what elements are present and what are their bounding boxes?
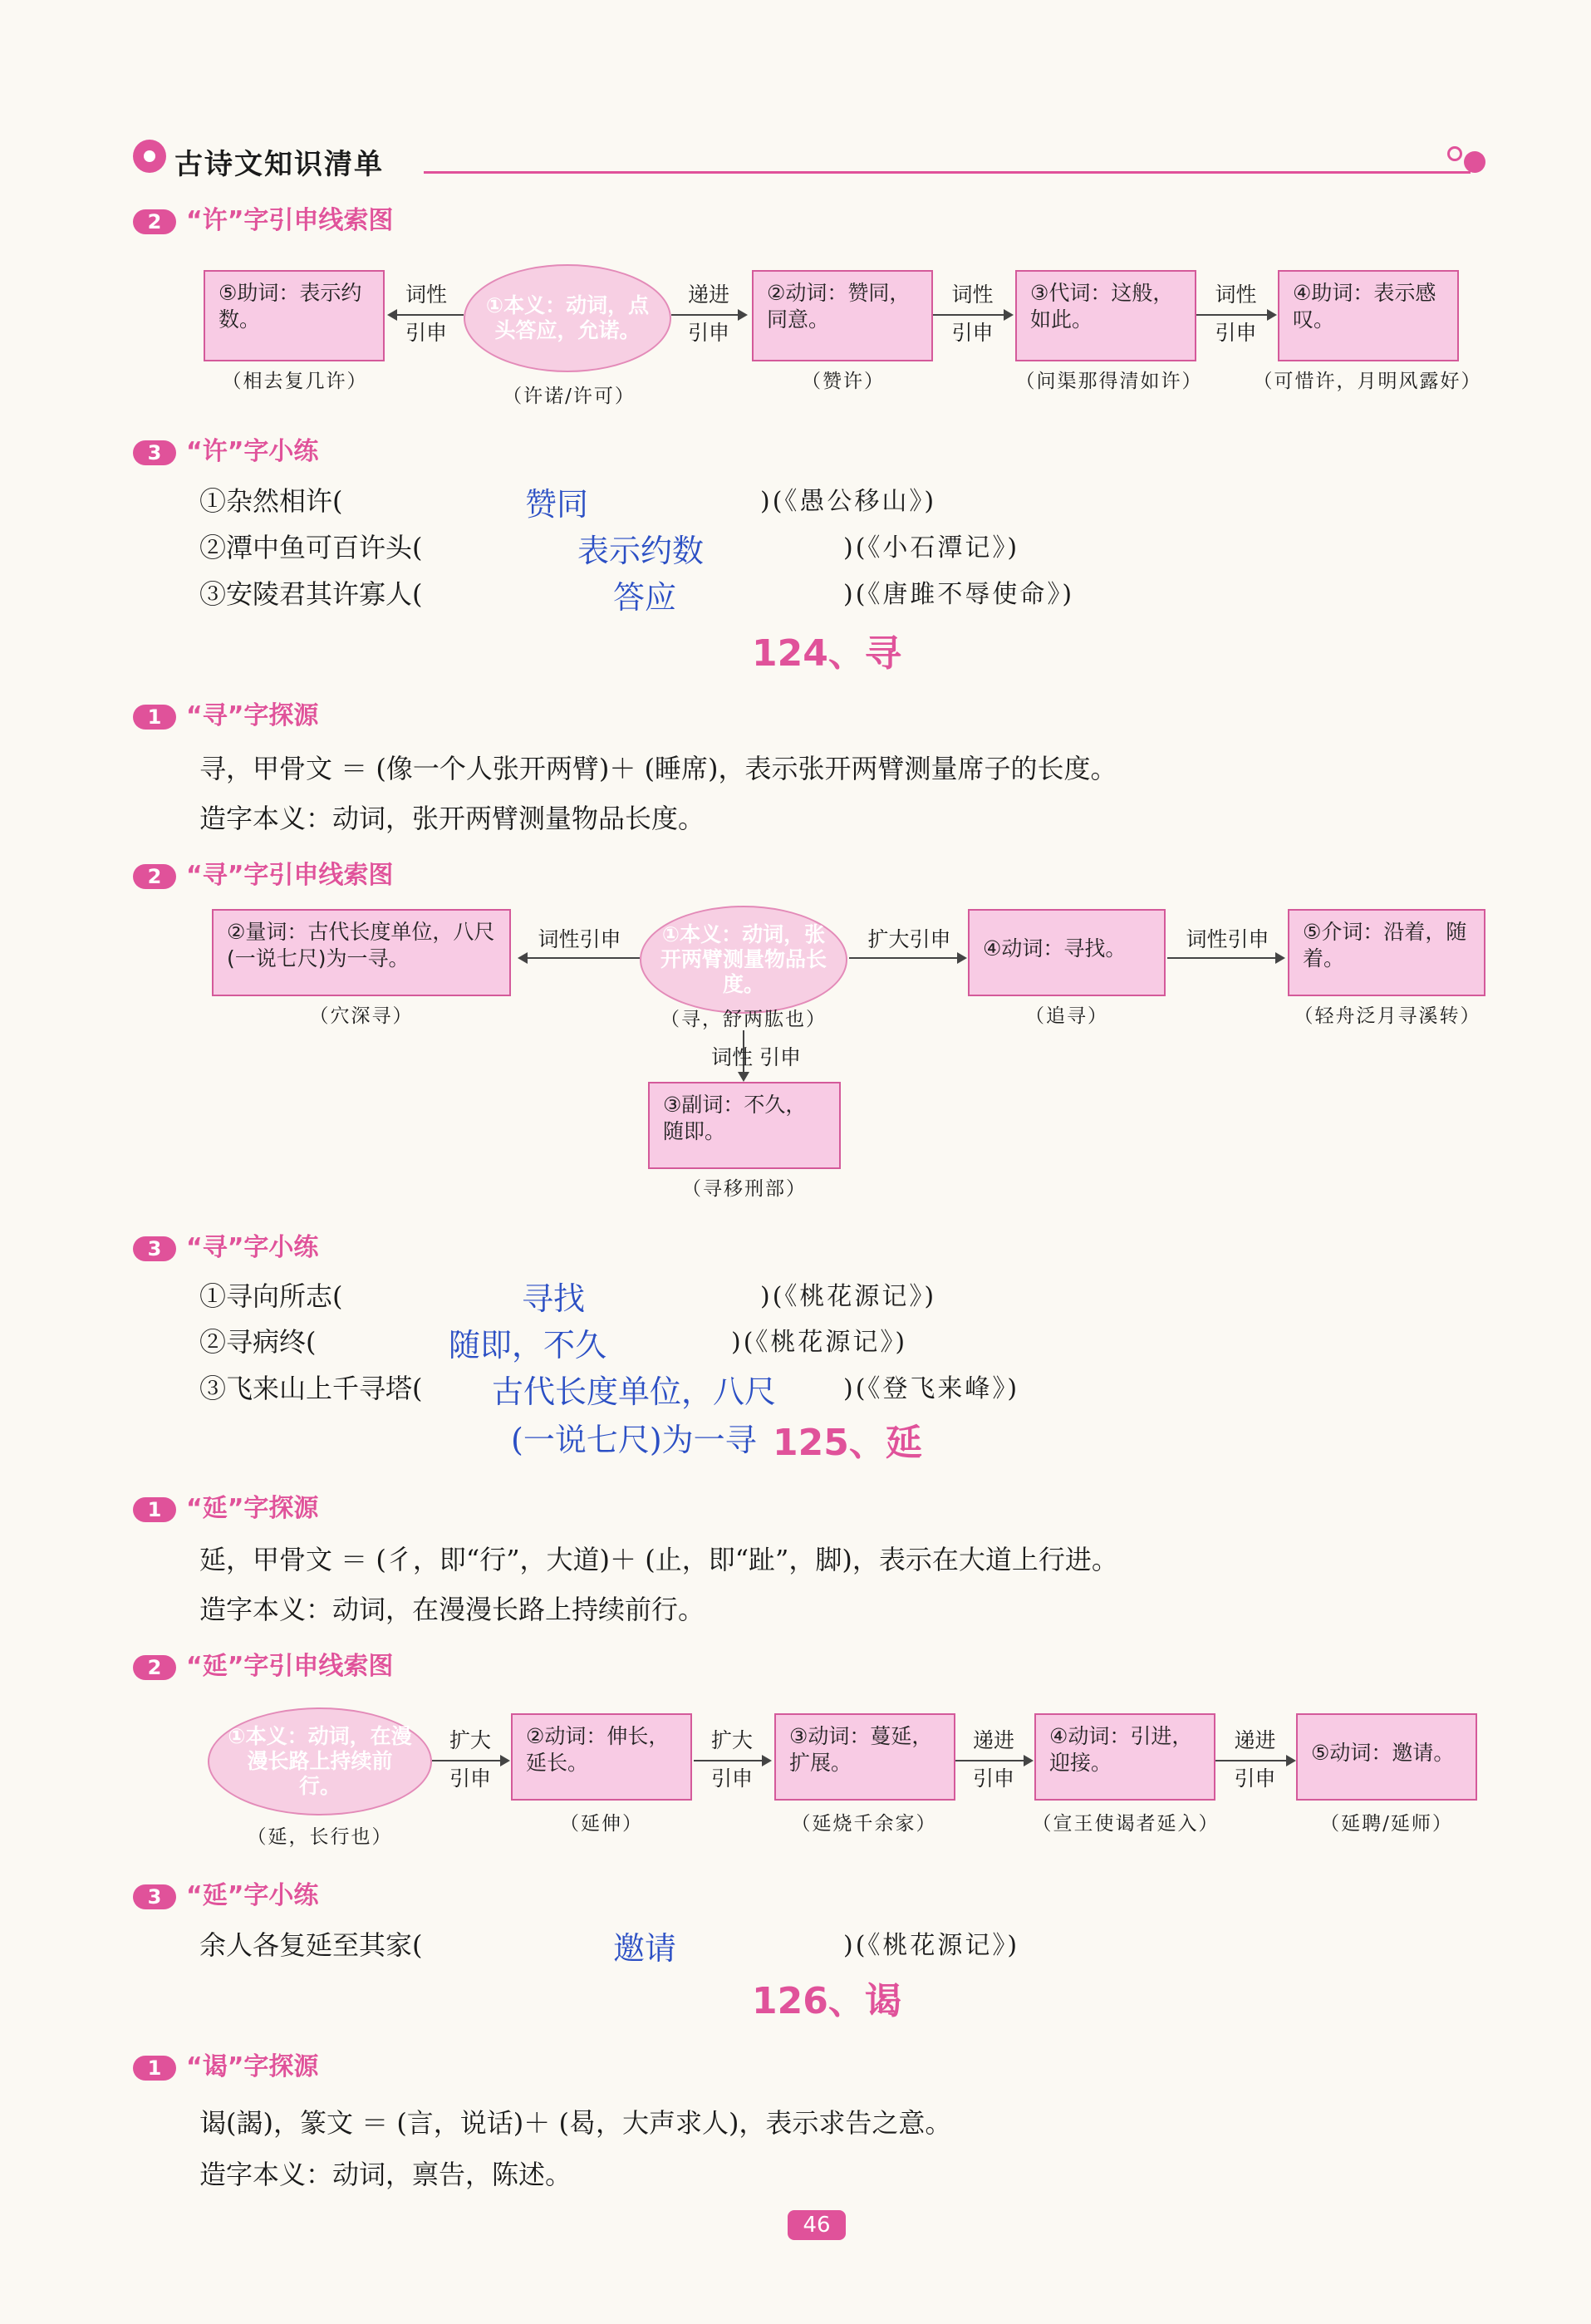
ye-sec1-heading xyxy=(133,2046,318,2082)
xu-cap-5: （相去复几许） xyxy=(222,371,368,392)
xu-ex3-source: )(《唐雎不辱使命》) xyxy=(843,580,1075,609)
xun-ex2-source: )(《桃花源记》) xyxy=(731,1328,908,1357)
yan-origin-2: 造字本义：动词，在漫漫长路上持续前行。 xyxy=(199,1594,705,1625)
xu-conn-1a: 词性 xyxy=(405,283,447,307)
section-title: “延”字引申线索图 xyxy=(186,1652,394,1681)
yan-conn-1b: 引申 xyxy=(449,1766,491,1791)
xu-box-4: ④助词：表示感叹。 xyxy=(1278,270,1459,361)
xu-sec2-heading xyxy=(133,199,393,236)
yan-conn-2a: 扩大 xyxy=(710,1728,753,1752)
xun-arrow-1 xyxy=(519,957,640,959)
xun-ex2-answer[interactable]: 随即，不久 xyxy=(449,1327,607,1363)
section-title: “许”字引申线索图 xyxy=(186,206,394,235)
yan-conn-2b: 引申 xyxy=(710,1766,753,1791)
xu-conn-2b: 引申 xyxy=(687,321,729,345)
xu-sec3-heading xyxy=(133,430,318,467)
section-badge: 3 xyxy=(133,440,176,465)
xu-conn-2a: 递进 xyxy=(687,283,729,307)
yan-origin-1: 延，甲骨文 ＝ (彳，即“行”，大道)＋ (止，即“趾”，脚)，表示在大道上行进。 xyxy=(199,1544,1118,1575)
xu-conn-1b: 引申 xyxy=(405,321,447,345)
xu-ex1-source: )(《愚公移山》) xyxy=(760,487,937,516)
xun-sec1-heading xyxy=(133,695,318,731)
section-title: “寻”字探源 xyxy=(186,701,319,730)
xun-cap-5: （轻舟泛月寻溪转） xyxy=(1294,1005,1481,1027)
yan-heading: 125、延 xyxy=(773,1422,922,1464)
yan-cap-5: （延聘/延师） xyxy=(1320,1813,1453,1835)
xu-ex1-answer[interactable]: 赞同 xyxy=(525,486,589,523)
xu-cap-4: （可惜许，月明风露好） xyxy=(1253,371,1482,392)
xun-sec3-heading xyxy=(133,1226,318,1263)
yan-box-3: ③动词：蔓延，扩展。 xyxy=(774,1713,955,1801)
section-title: “延”字小练 xyxy=(186,1881,319,1910)
xun-heading: 124、寻 xyxy=(752,632,901,675)
yan-conn-4a: 递进 xyxy=(1234,1728,1276,1752)
xun-arrow-2 xyxy=(849,957,965,959)
section-title: “许”字小练 xyxy=(186,437,319,466)
section-title: “寻”字小练 xyxy=(186,1233,319,1262)
xu-ex3-question: ③安陵君其许寡人( xyxy=(199,578,423,610)
xun-arrow-3 xyxy=(1167,957,1284,959)
xun-oval-origin: ①本义：动词，张开两臂测量物品长度。 xyxy=(640,906,847,1014)
header-flower-icon xyxy=(133,140,166,173)
yan-ex-question: 余人各复延至其家( xyxy=(199,1929,423,1961)
xu-cap-3: （问渠那得清如许） xyxy=(1015,371,1203,392)
xun-conn-down: 词性 引申 xyxy=(711,1045,801,1069)
section-badge: 2 xyxy=(133,864,176,889)
xun-conn-1: 词性引申 xyxy=(538,927,621,951)
xu-oval-origin: ①本义：动词，点头答应，允诺。 xyxy=(464,264,671,372)
section-title: “延”字探源 xyxy=(186,1494,319,1523)
yan-box-4: ④动词：引进，迎接。 xyxy=(1034,1713,1215,1801)
section-badge: 2 xyxy=(133,1655,176,1680)
xu-box-5: ⑤助词：表示约数。 xyxy=(204,270,385,361)
xun-box-5: ⑤介词：沿着，随着。 xyxy=(1288,909,1485,996)
xun-ex1-question: ①寻向所志( xyxy=(199,1280,343,1312)
page-number: 46 xyxy=(788,2210,846,2240)
yan-cap-origin: （延，长行也） xyxy=(247,1826,393,1848)
section-title: “谒”字探源 xyxy=(186,2052,319,2081)
yan-ex-answer[interactable]: 邀请 xyxy=(613,1930,677,1967)
section-title: “寻”字引申线索图 xyxy=(186,861,394,890)
xun-cap-3: （寻移刑部） xyxy=(682,1178,807,1200)
yan-sec3-heading xyxy=(133,1874,318,1911)
ye-origin-1: 谒(謁)，篆文 ＝ (言，说话)＋ (曷，大声求人)，表示求告之意。 xyxy=(199,2107,952,2139)
xun-conn-3: 词性引申 xyxy=(1186,927,1269,951)
xun-origin-1: 寻，甲骨文 ＝ (像一个人张开两臂)＋ (睡席)，表示张开两臂测量席子的长度。 xyxy=(199,753,1117,784)
xu-ex2-source: )(《小石潭记》) xyxy=(843,533,1020,563)
xun-ex3-answer[interactable]: 古代长度单位，八尺 xyxy=(492,1373,777,1410)
xun-conn-2: 扩大引申 xyxy=(867,927,951,951)
yan-conn-3b: 引申 xyxy=(972,1766,1014,1791)
header-flowers-icon xyxy=(1447,146,1489,174)
ye-origin-2: 造字本义：动词，禀告，陈述。 xyxy=(199,2159,572,2190)
xun-cap-4: （追寻） xyxy=(1025,1005,1108,1027)
xu-cap-origin: （许诺/许可） xyxy=(503,386,636,407)
yan-conn-4b: 引申 xyxy=(1234,1766,1276,1791)
ye-heading: 126、谒 xyxy=(752,1980,901,2022)
xun-box-2: ②量词：古代长度单位，八尺(一说七尺)为一寻。 xyxy=(212,909,511,996)
yan-cap-4: （宣王使谒者延入） xyxy=(1032,1813,1220,1835)
xu-cap-2: （赞许） xyxy=(802,371,885,392)
yan-conn-1a: 扩大 xyxy=(449,1728,491,1752)
yan-cap-2: （延伸） xyxy=(560,1813,643,1835)
xu-conn-3a: 词性 xyxy=(951,283,994,307)
section-badge: 1 xyxy=(133,2056,176,2081)
xun-origin-2: 造字本义：动词，张开两臂测量物品长度。 xyxy=(199,803,705,834)
header-rule xyxy=(424,171,1471,174)
xun-ex3-answer-cont[interactable]: (一说七尺)为一寻 xyxy=(511,1422,757,1458)
yan-box-5: ⑤动词：邀请。 xyxy=(1296,1713,1477,1801)
xu-conn-3b: 引申 xyxy=(951,321,994,345)
xun-box-4: ④动词：寻找。 xyxy=(968,909,1166,996)
xu-box-2: ②动词：赞同，同意。 xyxy=(752,270,933,361)
xun-ex3-question: ③飞来山上千寻塔( xyxy=(199,1373,423,1404)
section-badge: 3 xyxy=(133,1884,176,1909)
section-badge: 3 xyxy=(133,1236,176,1261)
xu-conn-4a: 词性 xyxy=(1215,283,1257,307)
header-title: 古诗文知识清单 xyxy=(174,148,384,181)
yan-box-2: ②动词：伸长，延长。 xyxy=(511,1713,692,1801)
xu-box-3: ③代词：这般，如此。 xyxy=(1015,270,1196,361)
xun-ex3-source: )(《登飞来峰》) xyxy=(843,1374,1020,1403)
xu-ex2-answer[interactable]: 表示约数 xyxy=(577,533,705,569)
xun-ex1-source: )(《桃花源记》) xyxy=(760,1282,937,1311)
xu-ex2-question: ②潭中鱼可百许头( xyxy=(199,532,423,563)
yan-cap-3: （延烧千余家） xyxy=(791,1813,937,1835)
yan-sec2-heading xyxy=(133,1645,393,1682)
xu-ex3-answer[interactable]: 答应 xyxy=(613,579,677,616)
yan-conn-3a: 递进 xyxy=(972,1728,1014,1752)
xun-cap-2: （穴深寻） xyxy=(309,1005,414,1027)
yan-sec1-heading xyxy=(133,1487,318,1524)
xun-ex1-answer[interactable]: 寻找 xyxy=(522,1280,586,1317)
section-badge: 1 xyxy=(133,1497,176,1522)
yan-ex-source: )(《桃花源记》) xyxy=(843,1931,1020,1960)
xun-cap-origin: （寻，舒两肱也） xyxy=(660,1009,827,1030)
xun-box-3: ③副词：不久，随即。 xyxy=(648,1082,841,1169)
xu-conn-4b: 引申 xyxy=(1215,321,1257,345)
section-badge: 1 xyxy=(133,705,176,730)
section-badge: 2 xyxy=(133,209,176,234)
xu-ex1-question: ①杂然相许( xyxy=(199,485,343,517)
yan-oval-origin: ①本义：动词，在漫漫长路上持续前行。 xyxy=(208,1707,432,1815)
xun-ex2-question: ②寻病终( xyxy=(199,1326,317,1358)
xun-sec2-heading xyxy=(133,854,393,891)
